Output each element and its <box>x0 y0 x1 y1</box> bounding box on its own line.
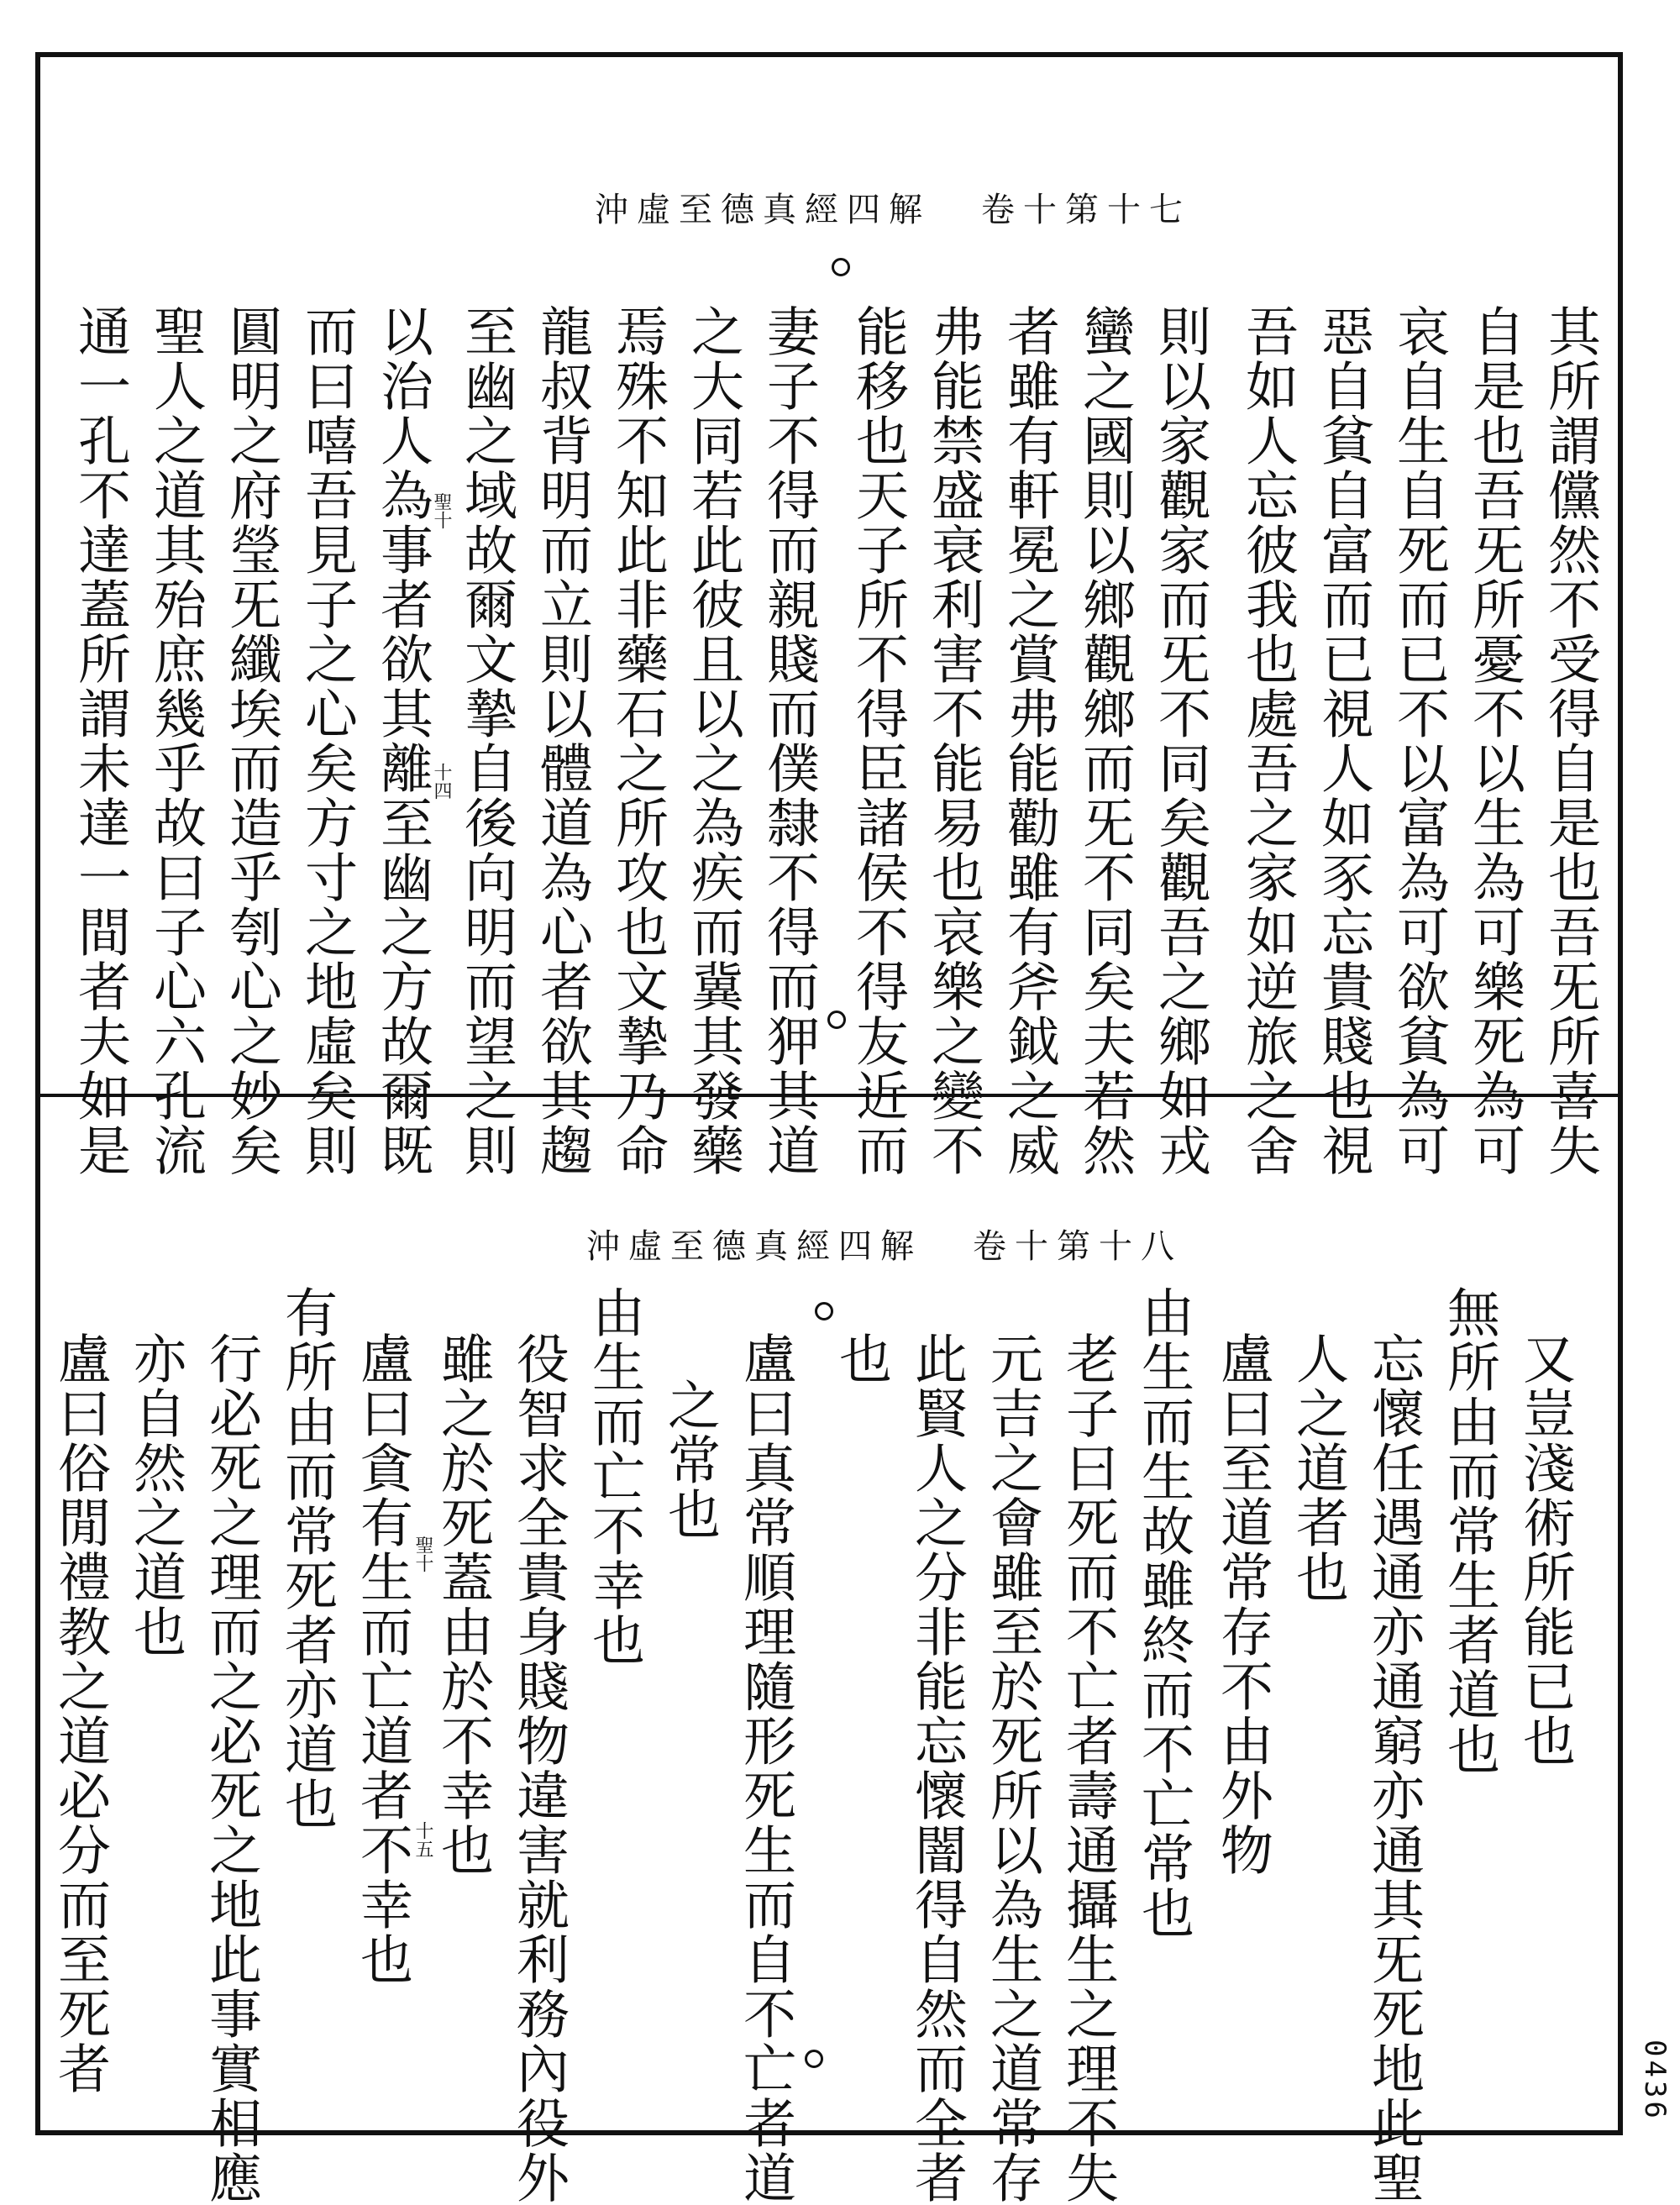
top-text-column-15: 至幽之域故爾文摯自後向明而望之則 <box>456 304 517 1178</box>
section-mark-circle <box>827 1011 846 1029</box>
top-text-column-20: 通一孔不達蓋所謂未達一間者夫如是 <box>70 304 131 1178</box>
bottom-text-column-6: 由生而生故雖終而不亡常也 <box>1133 1285 1194 1940</box>
top-text-column-5: 吾如人忘彼我也處吾之家如逆旅之舍 <box>1237 304 1299 1178</box>
bottom-margin-note-1: 聖十 <box>412 1536 433 1572</box>
top-text-column-13: 焉殊不知此非藥石之所攻也文摯乃命 <box>607 304 669 1178</box>
bottom-text-column-14: 役智求全貴身賤物違害就利務內役外 <box>508 1331 570 2205</box>
page-number: 0436 <box>1638 2040 1672 2122</box>
bottom-text-column-18: 行必死之理而之必死之地此事實相應 <box>201 1331 262 2205</box>
bottom-header-chapter: 卷十第十八 <box>973 1227 1183 1266</box>
bottom-text-column-19: 亦自然之道也 <box>125 1331 186 1659</box>
top-text-column-18: 圓明之府瑩旡纖埃而造乎刳心之妙矣 <box>221 304 282 1178</box>
top-text-column-14: 龍叔背明而立則以體道為心者欲其趨 <box>532 304 593 1178</box>
top-header <box>595 183 1191 231</box>
bottom-text-column-8: 元吉之會雖至於死所以為生之道常存 <box>982 1331 1043 2205</box>
bottom-text-column-7: 老子曰死而不亡者壽通攝生之理不失 <box>1058 1331 1119 2205</box>
top-text-column-7: 蠻之國則以鄉觀鄉而旡不同矣夫若然 <box>1074 304 1136 1178</box>
section-mark-circle <box>805 2050 823 2068</box>
top-margin-note-1: 聖十 <box>431 492 452 529</box>
bottom-text-column-4: 人之道者也 <box>1288 1331 1349 1604</box>
bottom-text-column-5: 盧曰至道常存不由外物 <box>1212 1331 1273 1877</box>
top-header-chapter: 卷十第十七 <box>981 191 1191 229</box>
section-mark-circle <box>815 1302 833 1320</box>
bottom-text-column-17: 有所由而常死者亦道也 <box>276 1285 338 1831</box>
top-text-column-3: 哀自生自死而已不以富為可欲貧為可 <box>1389 304 1450 1178</box>
top-header-title: 沖虛至德真經四解 <box>595 191 931 229</box>
top-text-column-19: 聖人之道其殆庶幾乎故曰子心六孔流 <box>145 304 207 1178</box>
bottom-header-title: 沖虛至德真經四解 <box>586 1227 922 1266</box>
top-text-column-17: 而曰嘻吾見子之心矣方寸之地虛矣則 <box>297 304 358 1178</box>
bottom-text-column-16: 盧曰貪有生而亡道者不幸也 <box>352 1331 413 1987</box>
bottom-text-column-13: 由生而亡不幸也 <box>584 1285 645 1667</box>
bottom-text-column-3: 忘懷任遇通亦通窮亦通其旡死地此聖 <box>1363 1331 1425 2205</box>
top-text-column-10: 能移也天子所不得臣諸侯不得友近而 <box>848 304 909 1178</box>
top-text-column-4: 惡自貧自富而已視人如豕忘貴賤也視 <box>1313 304 1374 1178</box>
top-text-column-8: 者雖有軒冕之賞弗能勸雖有斧鉞之威 <box>999 304 1060 1178</box>
bottom-text-column-2: 無所由而常生者道也 <box>1439 1285 1500 1777</box>
top-text-column-6: 則以家觀家而旡不同矣觀吾之鄉如戎 <box>1150 304 1211 1178</box>
bottom-text-column-11: 盧曰真常順理隨形死生而自不亡者道 <box>735 1331 796 2205</box>
bottom-margin-note-2: 十五 <box>412 1821 433 1858</box>
section-mark-circle <box>832 258 850 276</box>
top-text-column-12: 之大同若此彼且以之為疾而冀其發藥 <box>683 304 744 1178</box>
bottom-text-column-1: 又豈淺術所能已也 <box>1515 1331 1576 1768</box>
bottom-header <box>586 1220 1183 1268</box>
top-text-column-1: 其所謂儻然不受得自是也吾旡所喜失 <box>1540 304 1601 1178</box>
top-text-column-2: 自是也吾旡所憂不以生為可樂死為可 <box>1464 304 1525 1178</box>
bottom-text-column-12: 之常也 <box>659 1378 721 1541</box>
bottom-text-column-20: 盧曰俗閒禮教之道必分而至死者 <box>50 1331 111 2096</box>
top-margin-note-2: 十四 <box>431 763 452 800</box>
bottom-text-column-15: 雖之於死蓋由於不幸也 <box>433 1331 494 1877</box>
top-text-column-11: 妻子不得而親賤而僕隸不得而狎其道 <box>759 304 820 1178</box>
bottom-text-column-10: 也 <box>831 1331 892 1386</box>
top-text-column-9: 弗能禁盛衰利害不能易也哀樂之變不 <box>923 304 984 1178</box>
bottom-text-column-9: 此賢人之分非能忘懷闇得自然而全者 <box>906 1331 968 2205</box>
top-text-column-16: 以治人為事者欲其離至幽之方故爾既 <box>372 304 433 1178</box>
